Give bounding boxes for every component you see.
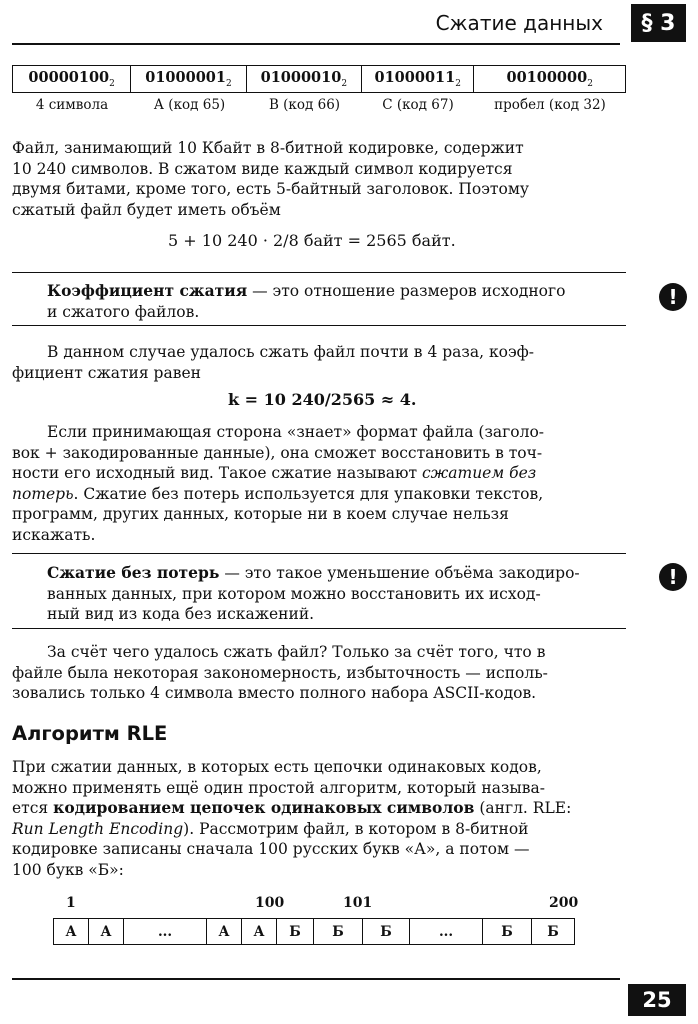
page-number: 25 bbox=[628, 984, 686, 1016]
letter-cell: А bbox=[207, 919, 242, 945]
code-caption: пробел (код 32) bbox=[494, 97, 606, 113]
section-title: Сжатие данных bbox=[435, 11, 603, 35]
code-cell: $01000001_2$ bbox=[131, 66, 246, 93]
letter-cell: А bbox=[242, 919, 277, 945]
code-cell: $01000011_2$ bbox=[362, 66, 474, 93]
paragraph-redundancy: За счёт чего удалось сжать файл? Только за счёт того, что в файле была некоторая закономерность, избыточность — исполь- зовались только 4 символа вместо полного набора ASCII-кодов. bbox=[12, 643, 548, 702]
letter-cell: Б bbox=[314, 919, 363, 945]
formula-compressed-size: 5 + 10 240 · 2/8 байт = 2565 байт. bbox=[168, 231, 456, 250]
letter-cell: Б bbox=[277, 919, 314, 945]
index-label: 1 bbox=[66, 895, 76, 911]
letter-cell: ... bbox=[410, 919, 483, 945]
header-rule bbox=[12, 43, 620, 45]
formula-ratio: k = 10 240/2565 ≈ 4. bbox=[228, 390, 417, 409]
definition-rule-bottom bbox=[12, 628, 626, 629]
letter-cell: Б bbox=[363, 919, 410, 945]
code-caption: 4 символа bbox=[35, 97, 109, 113]
code-caption: В (код 66) bbox=[268, 97, 341, 113]
definition-compression-ratio: Коэффициент сжатия — это отношение размеров исходного и сжатого файлов. bbox=[47, 281, 566, 321]
letters-figure bbox=[53, 918, 575, 945]
paragraph-ratio: В данном случае удалось сжать файл почти в 4 раза, коэф- фициент сжатия равен bbox=[12, 343, 535, 382]
letter-cell: Б bbox=[532, 919, 575, 945]
code-cell: $00100000_2$ bbox=[474, 66, 626, 93]
letter-cell: Б bbox=[483, 919, 532, 945]
index-label: 200 bbox=[549, 895, 579, 911]
important-icon: ! bbox=[659, 283, 687, 311]
letter-cell: А bbox=[89, 919, 124, 945]
definition-rule-top bbox=[12, 553, 626, 554]
paragraph-file-size: Файл, занимающий 10 Кбайт в 8-битной кодировке, содержит 10 240 символов. В сжатом виде каждый символ кодируется двумя битами, кроме того, есть 5-байтный заголовок. Поэтому сжатый файл будет иметь объём bbox=[12, 139, 530, 219]
important-icon: ! bbox=[659, 563, 687, 591]
definition-rule-bottom bbox=[12, 325, 626, 326]
paragraph-rle: При сжатии данных, в которых есть цепочки одинаковых кодов, можно применять ещё один простой алгоритм, который называ- ется кодированием цепочек одинаковых символов (англ. RLE: Run Length Encoding). Рассмотрим файл, в котором в 8-битной кодировке записаны сначала 100 русских букв «А», а потом — 100 букв «Б»: bbox=[12, 758, 572, 879]
section-badge: § 3 bbox=[631, 4, 686, 42]
code-caption: А (код 65) bbox=[153, 97, 226, 113]
letter-cell: А bbox=[54, 919, 89, 945]
index-label: 101 bbox=[343, 895, 373, 911]
definition-rule-top bbox=[12, 272, 626, 273]
code-table bbox=[12, 65, 626, 93]
code-cell: $01000010_2$ bbox=[246, 66, 361, 93]
code-caption: С (код 67) bbox=[382, 97, 454, 113]
index-label: 100 bbox=[255, 895, 285, 911]
definition-lossless: Сжатие без потерь — это такое уменьшение объёма закодиро- ванных данных, при котором можно восстановить их исход- ный вид из кода без искажений. bbox=[47, 563, 580, 623]
footer-rule bbox=[12, 978, 620, 980]
paragraph-lossless: Если принимающая сторона «знает» формат файла (заголо- вок + закодированные данные), она сможет восстановить в точ- ности его исходный вид. Такое сжатие называют сжатием без потерь. Сжатие без потерь используется для упаковки текстов, программ, других данных, которые ни в коем случае нельзя искажать. bbox=[12, 423, 545, 544]
code-cell: $00000100_2$ bbox=[13, 66, 131, 93]
heading-rle: Алгоритм RLE bbox=[12, 722, 168, 745]
letter-cell: ... bbox=[124, 919, 207, 945]
